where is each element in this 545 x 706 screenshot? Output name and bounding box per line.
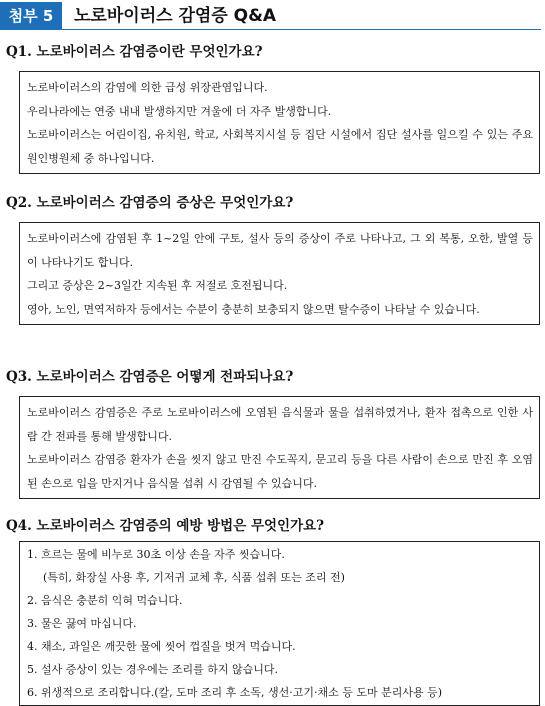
answer-box-2 [19,222,540,325]
answer-2-line-2: 그리고 증상은 2~3일간 지속된 후 저절로 호전됩니다. [27,279,288,292]
answer-3-paragraph-1: 노로바이러스 감염증은 주로 노로바이러스에 오염된 음식물과 물을 섭취하였거나, 환자 접촉으로 인한 사람 간 전파를 통해 발생합니다. [27,406,533,443]
question-4: Q4. 노로바이러스 감염증의 예방 방법은 무엇인가요? [6,518,325,534]
answer-1-line-2: 우리나라에는 연중 내내 발생하지만 겨울에 더 자주 발생합니다. [27,104,332,118]
question-1: Q1. 노로바이러스 감염증이란 무엇인가요? [6,44,263,60]
answer-2-paragraph-1: 노로바이러스에 감염된 후 1~2일 안에 구토, 설사 등의 증상이 주로 나타나고, 그 외 복통, 오한, 발열 등이 나타나기도 합니다. [27,232,533,269]
prevention-item-5: 5. 설사 증상이 있는 경우에는 조리를 하지 않습니다. [27,663,278,676]
prevention-item-3: 3. 물은 끓여 마십니다. [27,617,137,630]
prevention-item-6: 6. 위생적으로 조리합니다.(칼, 도마 조리 후 소독, 생선·고기·채소 등 도마 분리사용 등) [27,686,443,699]
header-divider [62,29,541,30]
answer-3-paragraph-2: 노로바이러스 감염증 환자가 손을 씻지 않고 만진 수도꼭지, 문고리 등을 다른 사람이 손으로 만진 후 오염된 손으로 입을 만지거나 음식물 섭취 시 감염될 수 있습니다. [27,453,533,490]
answer-box-4 [19,541,540,706]
answer-2-paragraph-3: 영아, 노인, 면역저하자 등에서는 수분이 충분히 보충되지 않으면 탈수증이 나타날 수 있습니다. [27,302,480,316]
document-header [0,0,545,32]
attachment-badge: 첨부 5 [0,2,62,30]
prevention-item-2: 2. 음식은 충분히 익혀 먹습니다. [27,594,183,607]
prevention-item-4: 4. 채소, 과일은 깨끗한 물에 씻어 껍질을 벗겨 먹습니다. [27,640,296,653]
answer-1-paragraph-3: 노로바이러스는 어린이집, 유치원, 학교, 사회복지시설 등 집단 시설에서 집단 설사를 일으킬 수 있는 주요 원인병원체 중 하나입니다. [27,128,533,165]
prevention-item-1: 1. 흐르는 물에 비누로 30초 이상 손을 자주 씻습니다. [27,548,285,561]
answer-box-3 [19,396,540,499]
answer-1-line-1: 노로바이러스의 감염에 의한 급성 위장관염입니다. [27,81,268,94]
prevention-item-1-note: (특히, 화장실 사용 후, 기저귀 교체 후, 식품 섭취 또는 조리 전) [43,571,345,584]
question-2: Q2. 노로바이러스 감염증의 증상은 무엇인가요? [6,195,294,211]
question-3: Q3. 노로바이러스 감염증은 어떻게 전파되나요? [6,369,294,385]
document-title: 노로바이러스 감염증 Q&A [74,6,277,26]
answer-box-1 [19,71,540,174]
